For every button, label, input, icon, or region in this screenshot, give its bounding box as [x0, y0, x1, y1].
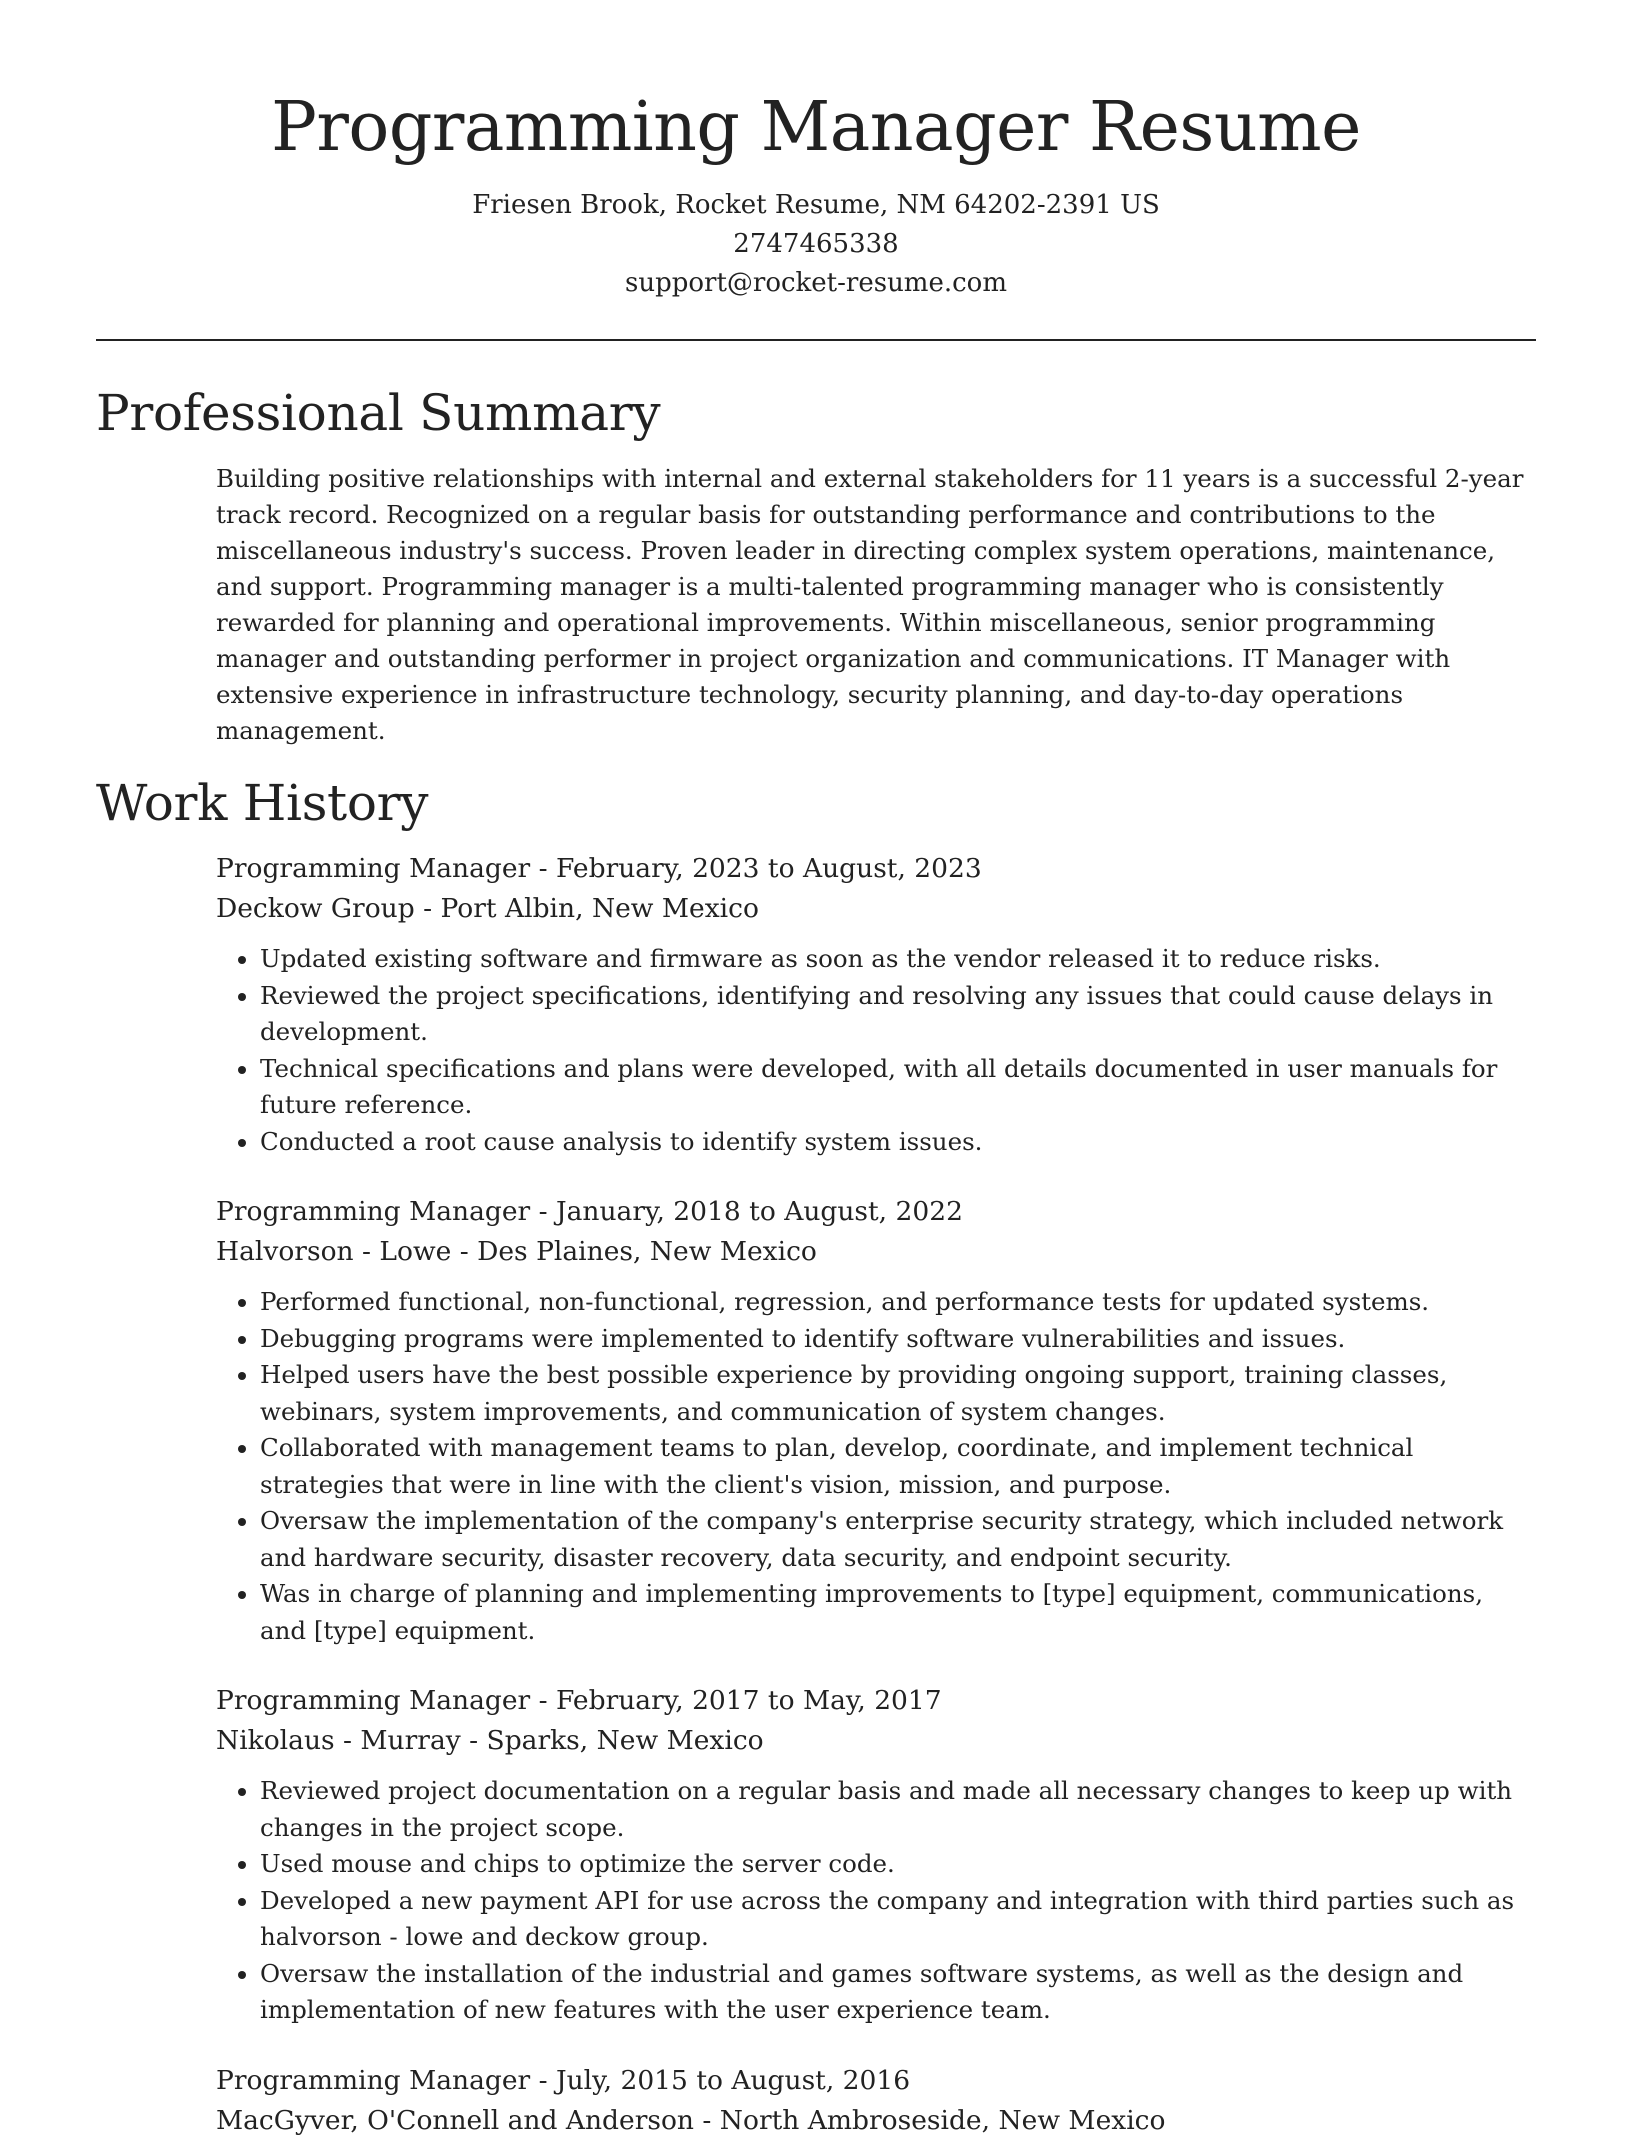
- job-company: Halvorson - Lowe: [216, 1236, 452, 1267]
- job-title: Programming Manager: [216, 1196, 531, 1227]
- job-bullet: • Helped users have the best possible experience by providing ongoing support, training classes, webinars, system improvements, and communication of system changes.: [260, 1357, 1536, 1430]
- job-company-line: [216, 1721, 1536, 1761]
- contact-info: [96, 186, 1536, 303]
- job-title-line: [216, 1192, 1536, 1232]
- job-company-line: [216, 889, 1536, 929]
- job-bullet: • Used mouse and chips to optimize the server code.: [260, 1846, 1536, 1883]
- contact-address: Friesen Brook, Rocket Resume, NM 64202-2391 US: [472, 190, 1160, 220]
- job-title: Programming Manager: [216, 1685, 531, 1716]
- job-bullet: • Debugging programs were implemented to identify software vulnerabilities and issues.: [260, 1321, 1536, 1358]
- job-company-line: [216, 2101, 1536, 2141]
- resume-page: [96, 0, 1536, 2141]
- contact-email: support@rocket-resume.com: [624, 268, 1007, 298]
- job-title: Programming Manager: [216, 853, 531, 884]
- header-divider: [96, 339, 1536, 341]
- job-location: - Des Plaines, New Mexico: [451, 1236, 817, 1267]
- resume-header: [96, 0, 1536, 303]
- job-bullet: • Technical specifications and plans were developed, with all details documented in user manuals for future reference.: [260, 1051, 1536, 1124]
- job-bullet: • Oversaw the installation of the industrial and games software systems, as well as the design and implementation of new features with the user experience team.: [260, 1956, 1536, 2029]
- job-company: MacGyver, O'Connell and Anderson: [216, 2104, 694, 2136]
- job-bullet: • Updated existing software and firmware as soon as the vendor released it to reduce risks.: [260, 941, 1536, 978]
- job-bullet: • Performed functional, non-functional, regression, and performance tests for updated systems.: [260, 1284, 1536, 1321]
- job-company: Deckow Group: [216, 893, 415, 924]
- section-heading-summary: Professional Summary: [96, 384, 661, 442]
- job-dates: - February, 2017 to May, 2017: [530, 1685, 942, 1716]
- job-bullet: • Oversaw the implementation of the company's enterprise security strategy, which included network and hardware security, disaster recovery, data security, and endpoint security.: [260, 1503, 1536, 1576]
- job-bullet: • Conducted a root cause analysis to identify system issues.: [260, 1124, 1536, 1161]
- job-company-line: [216, 1232, 1536, 1272]
- job-dates: - July, 2015 to August, 2016: [530, 2064, 911, 2096]
- job-bullets: [216, 1284, 1536, 1649]
- contact-phone: 2747465338: [733, 229, 899, 259]
- job-bullet: • Developed a new payment API for use across the company and integration with third parties such as halvorson - lowe and deckow group.: [260, 1883, 1536, 1956]
- job-title-line: [216, 1681, 1536, 1721]
- summary-text: Building positive relationships with internal and external stakeholders for 11 years is a successful 2-year track record. Recognized on a regular basis for outstanding performance and contributions to the miscellaneous industry's success. Proven leader in directing complex system operations, maintenance, and support. Programming manager is a multi-talented programming manager who is consistently rewarded for planning and operational improvements. Within miscellaneous, senior programming manager and outstanding performer in project organization and communications. IT Manager with extensive experience in infrastructure technology, security planning, and day-to-day operations management.: [216, 464, 1524, 745]
- job-entry: [216, 849, 1536, 1160]
- job-bullet: • Was in charge of planning and implementing improvements to [type] equipment, communications, and [type] equipment.: [260, 1576, 1536, 1649]
- job-bullets: [216, 1773, 1536, 2029]
- job-location: - Port Albin, New Mexico: [414, 893, 759, 924]
- job-title: Programming Manager: [216, 2064, 531, 2096]
- job-bullet: • Reviewed the project specifications, identifying and resolving any issues that could cause delays in development.: [260, 978, 1536, 1051]
- section-heading-work-history: Work History: [96, 774, 429, 832]
- job-title-line: [216, 849, 1536, 889]
- job-bullets: [216, 941, 1536, 1160]
- job-location: - Sparks, New Mexico: [460, 1725, 764, 1756]
- job-entry: [216, 1192, 1536, 1649]
- job-dates: - February, 2023 to August, 2023: [530, 853, 982, 884]
- job-entry: [216, 2061, 1536, 2141]
- job-title-line: [216, 2061, 1536, 2101]
- job-bullet: • Reviewed project documentation on a regular basis and made all necessary changes to keep up with changes in the project scope.: [260, 1773, 1536, 1846]
- job-entry: [216, 1681, 1536, 2029]
- job-bullet: • Collaborated with management teams to plan, develop, coordinate, and implement technical strategies that were in line with the client's vision, mission, and purpose.: [260, 1430, 1536, 1503]
- job-dates: - January, 2018 to August, 2022: [530, 1196, 963, 1227]
- job-location: - North Ambroseside, New Mexico: [694, 2104, 1166, 2136]
- job-company: Nikolaus - Murray: [216, 1725, 461, 1756]
- resume-title: Programming Manager Resume: [271, 88, 1361, 167]
